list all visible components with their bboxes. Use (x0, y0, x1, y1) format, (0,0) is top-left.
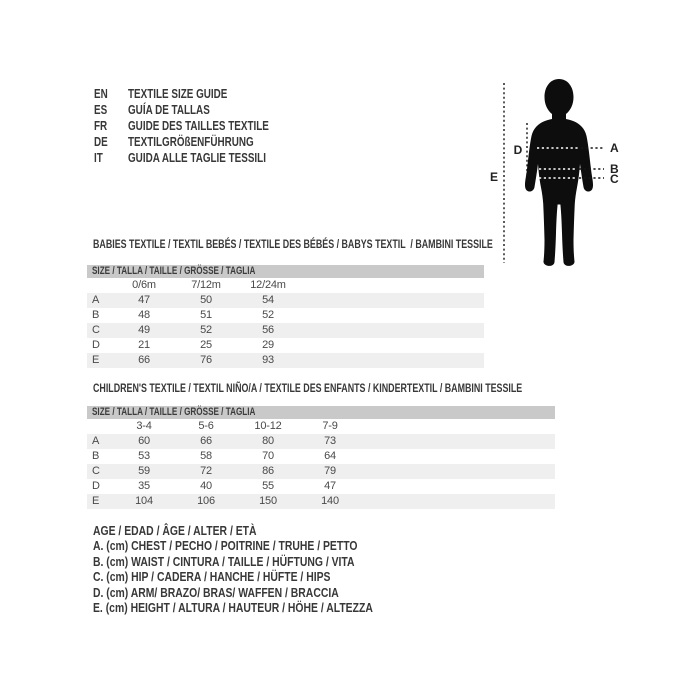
cell: 40 (200, 480, 212, 492)
guide-title: GUIDE DES TAILLES TEXTILE (128, 118, 269, 133)
table-row (87, 293, 484, 308)
cell: 47 (138, 294, 150, 306)
lang-row-en (94, 86, 313, 102)
row-label: B (92, 450, 100, 462)
label-arm: D (513, 143, 523, 157)
babies-column-header-row (87, 278, 484, 293)
legend-height-line: E. (cm) HEIGHT / ALTURA / HAUTEUR / HÖHE / ALTEZZA (93, 599, 373, 615)
cell: 49 (138, 324, 150, 336)
column-header: 0/6m (132, 279, 156, 291)
cell: 93 (262, 354, 274, 366)
lang-code: EN (94, 86, 108, 101)
children-size-header-bar: SIZE / TALLA / TAILLE / GRÖSSE / TAGLIA (87, 406, 555, 419)
table-row (87, 434, 555, 449)
label-chest: A (610, 141, 619, 155)
legend-chest-line: A. (cm) CHEST / PECHO / POITRINE / TRUHE / PETTO (93, 538, 358, 554)
lang-code: IT (94, 150, 103, 165)
label-hip: C (610, 172, 619, 186)
measurement-legend (93, 523, 443, 615)
guide-title: TEXTILE SIZE GUIDE (128, 86, 228, 101)
row-label: C (92, 324, 100, 336)
row-label: B (92, 309, 100, 321)
label-height: E (489, 170, 499, 184)
table-row (87, 323, 484, 338)
table-row (87, 308, 484, 323)
table-row (87, 464, 555, 479)
cell: 56 (262, 324, 274, 336)
babies-table (87, 278, 484, 368)
cell: 47 (324, 480, 336, 492)
cell: 73 (324, 435, 336, 447)
cell: 53 (138, 450, 150, 462)
cell: 59 (138, 465, 150, 477)
lang-row-fr (94, 118, 313, 134)
cell: 66 (200, 435, 212, 447)
child-measurement-figure (470, 60, 700, 290)
cell: 29 (262, 339, 274, 351)
cell: 25 (200, 339, 212, 351)
guide-title: TEXTILGRÖßENFÜHRUNG (128, 134, 254, 149)
cell: 76 (200, 354, 212, 366)
cell: 55 (262, 480, 274, 492)
guide-title: GUÍA DE TALLAS (128, 102, 210, 117)
lang-row-es (94, 102, 313, 118)
cell: 64 (324, 450, 336, 462)
column-header: 7-9 (322, 420, 338, 432)
row-label: A (92, 435, 100, 447)
babies-size-header-bar: SIZE / TALLA / TAILLE / GRÖSSE / TAGLIA (87, 265, 484, 278)
row-label: D (92, 480, 100, 492)
table-row (87, 494, 555, 509)
legend-arm-line: D. (cm) ARM/ BRAZO/ BRAS/ WAFFEN / BRACCIA (93, 584, 339, 600)
cell: 48 (138, 309, 150, 321)
column-header: 7/12m (191, 279, 221, 291)
table-row (87, 449, 555, 464)
cell: 21 (138, 339, 150, 351)
cell: 52 (262, 309, 274, 321)
lang-code: ES (94, 102, 108, 117)
lang-code: FR (94, 118, 108, 133)
lang-row-de (94, 134, 313, 150)
cell: 54 (262, 294, 274, 306)
column-header: 3-4 (136, 420, 152, 432)
cell: 51 (200, 309, 212, 321)
table-row (87, 353, 484, 368)
cell: 52 (200, 324, 212, 336)
cell: 66 (138, 354, 150, 366)
table-row (87, 338, 484, 353)
legend-waist-line: B. (cm) WAIST / CINTURA / TAILLE / HÜFTUNG / VITA (93, 553, 355, 569)
cell: 86 (262, 465, 274, 477)
row-label: E (92, 354, 100, 366)
column-header: 10-12 (254, 420, 282, 432)
cell: 60 (138, 435, 150, 447)
cell: 80 (262, 435, 274, 447)
column-header: 5-6 (198, 420, 214, 432)
cell: 35 (138, 480, 150, 492)
children-table (87, 419, 555, 509)
cell: 140 (321, 495, 339, 507)
cell: 106 (197, 495, 215, 507)
cell: 70 (262, 450, 274, 462)
column-header: 12/24m (250, 279, 286, 291)
label-waist: B (610, 162, 619, 176)
row-label: D (92, 339, 100, 351)
cell: 72 (200, 465, 212, 477)
lang-code: DE (94, 134, 108, 149)
cell: 58 (200, 450, 212, 462)
lang-row-it (94, 150, 313, 166)
legend-hip-line: C. (cm) HIP / CADERA / HANCHE / HÜFTE / HIPS (93, 569, 331, 585)
table-row (87, 479, 555, 494)
cell: 150 (259, 495, 277, 507)
children-section-title: CHILDREN'S TEXTILE / TEXTIL NIÑO/A / TEXTILE DES ENFANTS / KINDERTEXTIL / BAMBINI TESSILE (93, 381, 523, 395)
row-label: C (92, 465, 100, 477)
cell: 50 (200, 294, 212, 306)
legend-age-line: AGE / EDAD / ÂGE / ALTER / ETÀ (93, 523, 257, 538)
cell: 79 (324, 465, 336, 477)
row-label: E (92, 495, 100, 507)
language-title-block (94, 86, 313, 166)
guide-title: GUIDA ALLE TAGLIE TESSILI (128, 150, 266, 165)
cell: 104 (135, 495, 153, 507)
children-column-header-row (87, 419, 555, 434)
babies-section-title: BABIES TEXTILE / TEXTIL BEBÉS / TEXTILE DES BÉBÉS / BABYS TEXTIL / BAMBINI TESSILE (93, 237, 493, 251)
row-label: A (92, 294, 100, 306)
